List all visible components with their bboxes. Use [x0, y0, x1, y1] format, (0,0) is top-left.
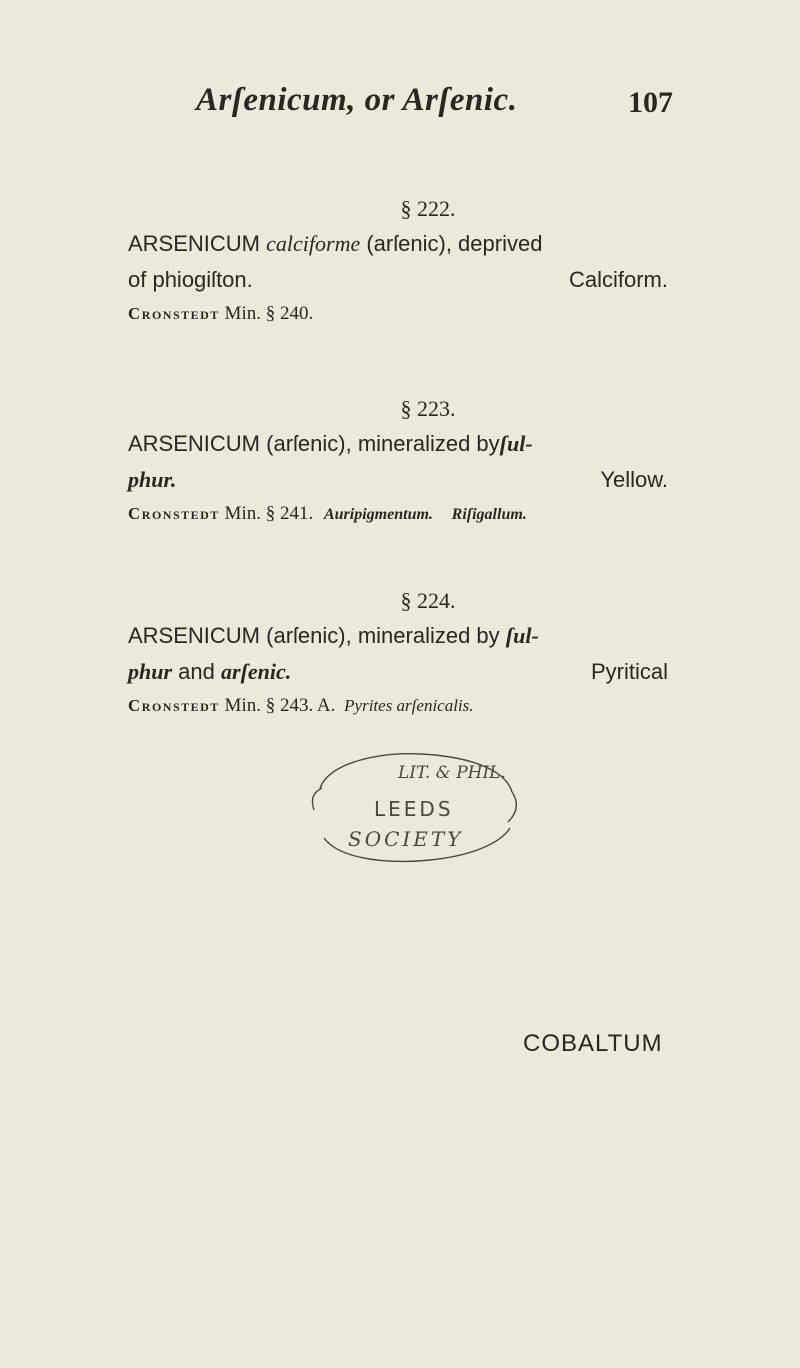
section-number: § 223.: [400, 396, 456, 421]
reference-citation: Min. § 243. A.: [224, 695, 336, 716]
entry-line-1: [128, 226, 668, 262]
reference-line: [128, 690, 668, 722]
entry-character: Calciform.: [568, 267, 668, 292]
stamp-middle-text: LEEDS: [374, 797, 454, 821]
reference-author: Cronstedt: [128, 504, 220, 523]
reference-synonym-2: Riſigallum.: [451, 506, 527, 523]
reference-author: Cronstedt: [128, 304, 220, 323]
entry-224: [128, 588, 668, 722]
italic-term: ſul-: [505, 623, 539, 648]
italic-term: ſul-: [499, 431, 533, 456]
reference-synonym: Pyrites arſenicalis.: [344, 696, 474, 715]
reference-citation: Min. § 240.: [224, 303, 314, 324]
reference-line: [128, 298, 668, 330]
entry-description: (arſenic), mineralized by: [266, 431, 500, 456]
entry-222: [128, 196, 668, 330]
reference-citation: Min. § 241.: [224, 503, 314, 524]
running-title: Arſenicum, or Arſenic.: [196, 82, 518, 118]
stamp-top-text: LIT. & PHIL.: [398, 763, 506, 783]
mineral-name: ARSENICUM: [128, 623, 261, 648]
section-number: § 224.: [400, 588, 456, 613]
entry-line-2: [128, 262, 668, 298]
entry-223: [128, 396, 668, 531]
reference-synonym-1: Auripigmentum.: [323, 506, 433, 523]
entry-line-1: [128, 618, 668, 654]
italic-term-cont: phur.: [128, 467, 177, 492]
entry-character: Yellow.: [600, 467, 668, 492]
entry-description: (arſenic), mineralized by: [266, 623, 500, 648]
conjunction: and: [178, 659, 215, 684]
entry-line-2: [128, 654, 668, 690]
stamp-left-curl: [312, 788, 322, 810]
stamp-right-curl: [508, 792, 516, 822]
entry-line-2: [128, 462, 668, 498]
section-number: § 222.: [400, 196, 456, 221]
italic-term-cont: phur: [128, 659, 173, 684]
entry-character: Pyritical: [590, 659, 668, 684]
stamp-bottom-text: SOCIETY: [348, 827, 464, 851]
entry-line-1: [128, 426, 668, 462]
latin-term: calciforme: [266, 231, 361, 256]
catchword: COBALTUM: [523, 1030, 663, 1057]
reference-author: Cronstedt: [128, 696, 220, 715]
entry-description: (arſenic), deprived: [366, 231, 543, 256]
running-header: [0, 82, 800, 132]
mineral-name: ARSENICUM: [128, 231, 261, 256]
reference-line: [128, 498, 668, 531]
entry-description-cont: of phiogiſton.: [128, 267, 253, 292]
page-number: 107: [628, 86, 673, 119]
mineral-name: ARSENICUM: [128, 431, 261, 456]
library-stamp: [300, 748, 530, 866]
italic-term-2: arſenic.: [221, 659, 292, 684]
